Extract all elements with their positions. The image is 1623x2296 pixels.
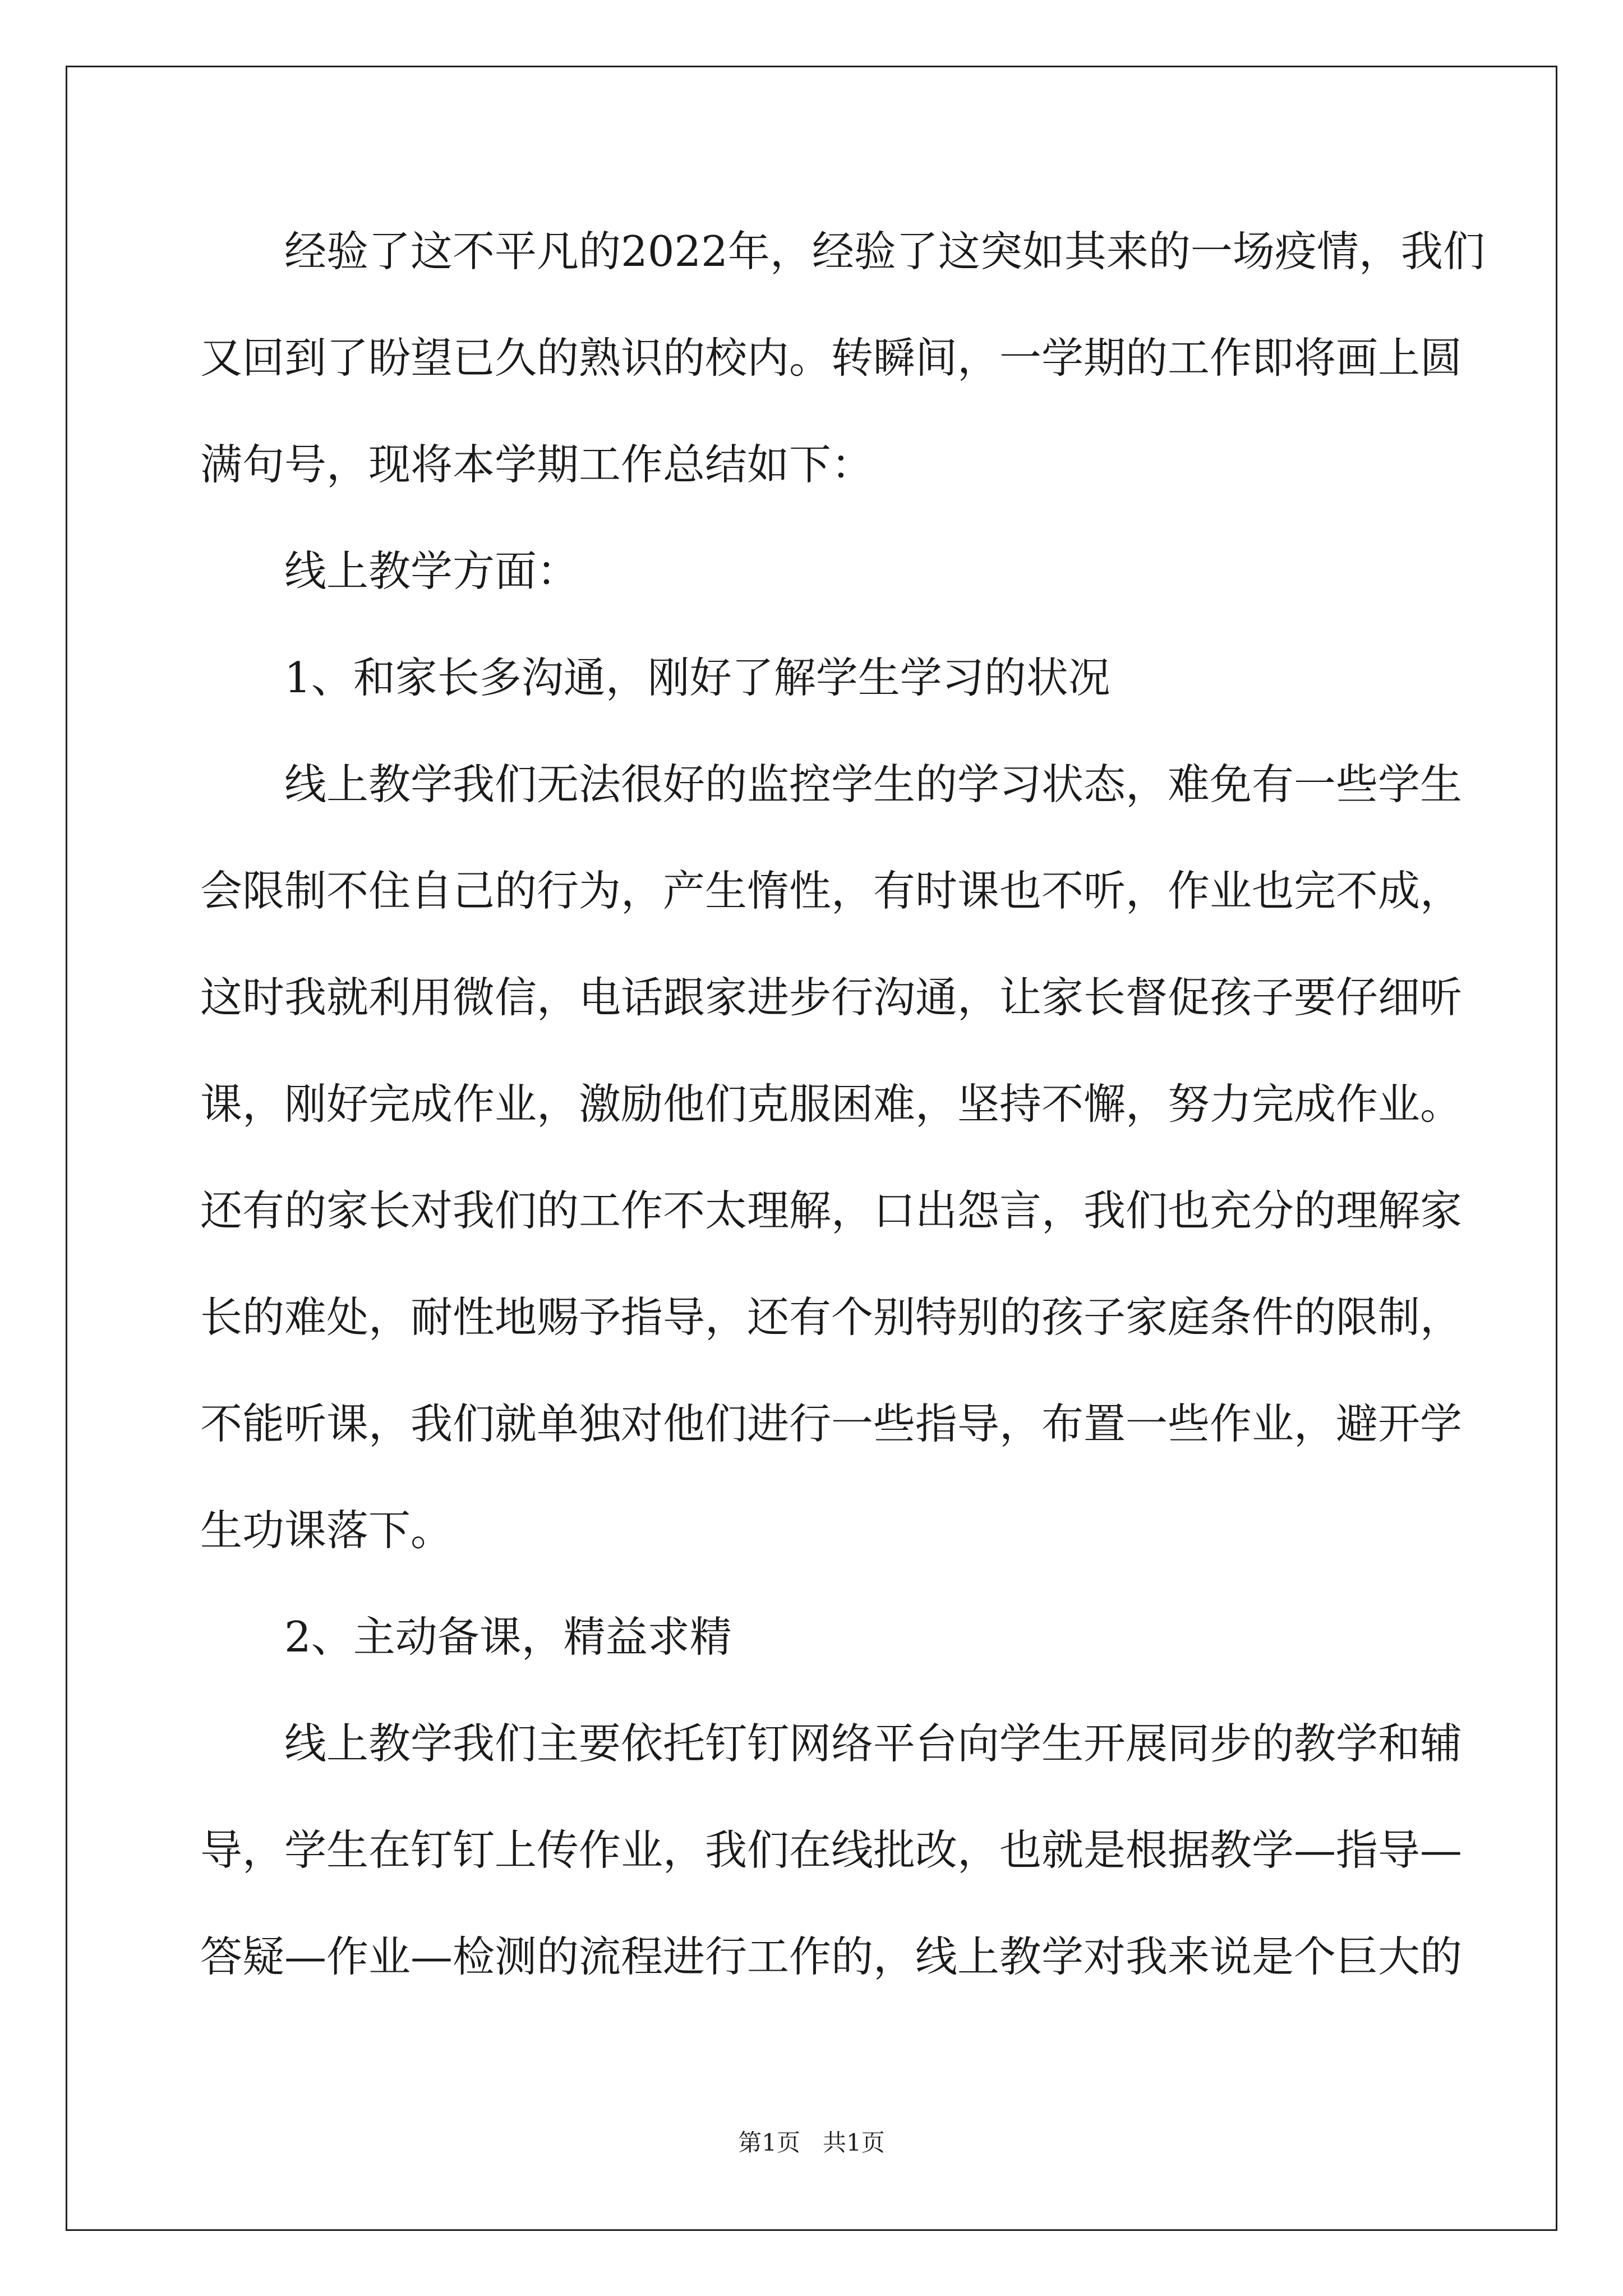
page-number-footer: 第1页 共1页: [738, 2129, 885, 2156]
subsection-heading: 1、和家长多沟通，刚好了解学生学习的状况: [284, 653, 1110, 702]
paragraph-line: 线上教学我们主要依托钉钉网络平台向学生开展同步的教学和辅: [284, 1719, 1463, 1768]
paragraph-line: 不能听课，我们就单独对他们进行一些指导，布置一些作业，避开学: [200, 1399, 1463, 1448]
section-heading: 线上教学方面：: [284, 546, 579, 596]
paragraph-line: 这时我就利用微信，电话跟家进步行沟通，让家长督促孩子要仔细听: [200, 973, 1463, 1022]
paragraph-line: 答疑—作业—检测的流程进行工作的，线上教学对我来说是个巨大的: [200, 1932, 1463, 1981]
page-border: [66, 66, 1557, 2231]
paragraph-line: 还有的家长对我们的工作不太理解，口出怨言，我们也充分的理解家: [200, 1186, 1463, 1235]
paragraph-line: 课，刚好完成作业，激励他们克服困难，坚持不懈，努力完成作业。: [200, 1079, 1463, 1129]
paragraph-line: 满句号，现将本学期工作总结如下：: [200, 440, 874, 489]
paragraph-line: 长的难处，耐性地赐予指导，还有个别特别的孩子家庭条件的限制，: [200, 1292, 1463, 1342]
paragraph-line: 会限制不住自己的行为，产生惰性，有时课也不听，作业也完不成，: [200, 866, 1463, 915]
paragraph-line: 经验了这不平凡的2022年，经验了这突如其来的一场疫情，我们: [284, 227, 1485, 276]
subsection-heading: 2、主动备课，精益求精: [284, 1612, 732, 1662]
paragraph-line: 又回到了盼望已久的熟识的校内。转瞬间，一学期的工作即将画上圆: [200, 333, 1463, 383]
paragraph-line: 生功课落下。: [200, 1506, 453, 1555]
paragraph-line: 导，学生在钉钉上传作业，我们在线批改，也就是根据教学—指导—: [200, 1825, 1463, 1875]
paragraph-line: 线上教学我们无法很好的监控学生的学习状态，难免有一些学生: [284, 760, 1463, 809]
